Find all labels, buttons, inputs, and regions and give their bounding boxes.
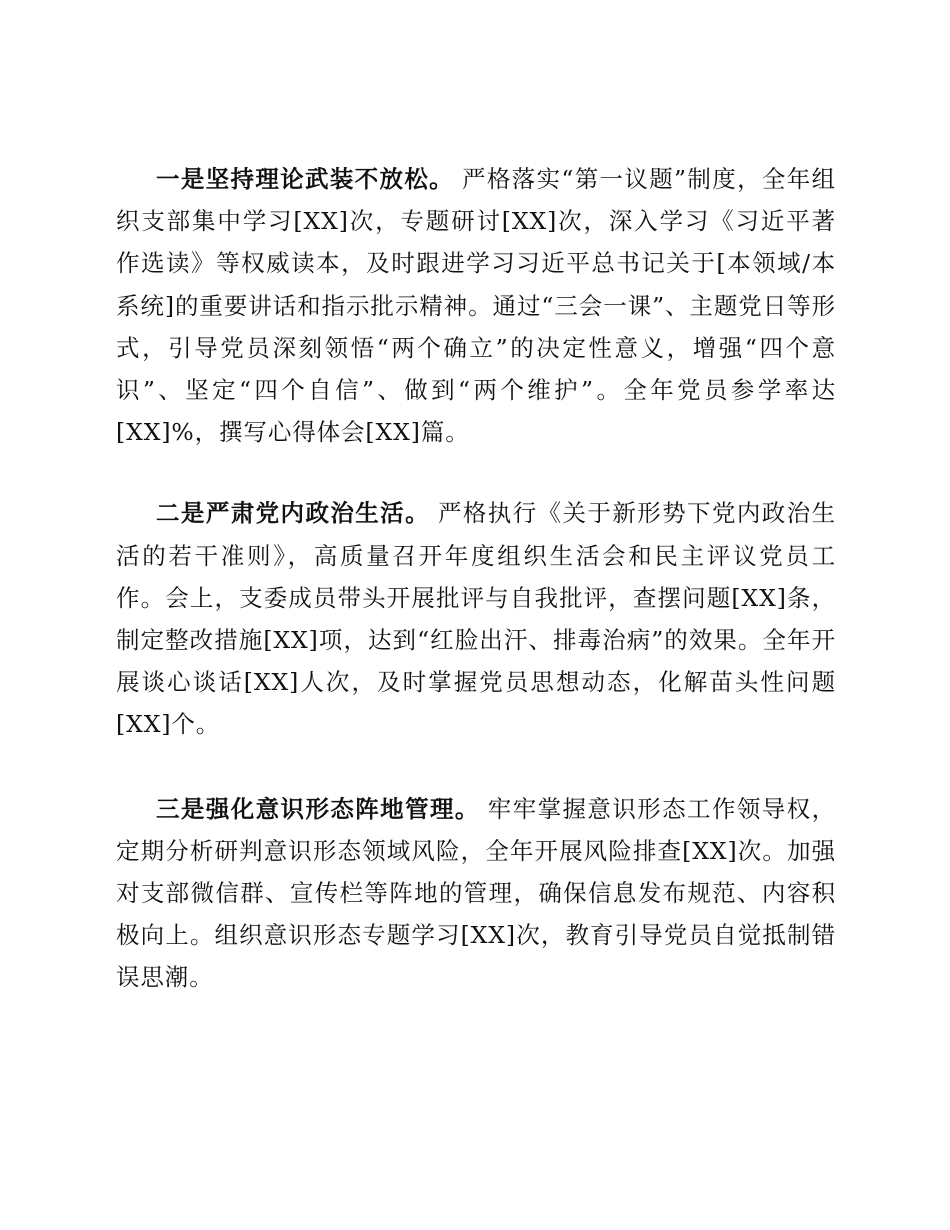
paragraph-heading: 一是坚持理论武装不放松。 bbox=[156, 165, 455, 193]
paragraph-body: 严格执行《关于新形势下党内政治生活的若干准则》，高质量召开年度组织生活会和民主评议党员工作。会上，支委成员带头开展批评与自我批评，查摆问题[XX]条，制定整改措施[XX]项，达到“红脸出汗、排毒治病”的效果。全年开展谈心谈话[XX]人次，及时掌握党员思想动态，化解苗头性问题[XX]个。 bbox=[116, 499, 836, 739]
paragraph-political-life bbox=[116, 492, 836, 745]
document-page bbox=[116, 158, 836, 999]
paragraph-body: 牢牢掌握意识形态工作领导权，定期分析研判意识形态领域风险，全年开展风险排查[XX]次。加强对支部微信群、宣传栏等阵地的管理，确保信息发布规范、内容积极向上。组织意识形态专题学习[XX]次，教育引导党员自觉抵制错误思潮。 bbox=[116, 794, 836, 992]
paragraph-heading: 二是严肃党内政治生活。 bbox=[156, 499, 430, 528]
paragraph-ideology-management bbox=[116, 788, 836, 999]
paragraph-heading: 三是强化意识形态阵地管理。 bbox=[156, 794, 480, 823]
paragraph-body: 严格落实“第一议题”制度，全年组织支部集中学习[XX]次，专题研讨[XX]次，深入学习《习近平著作选读》等权威读本，及时跟进学习习近平总书记关于[本领域/本系统]的重要讲话和指示批示精神。通过“三会一课”、主题党日等形式，引导党员深刻领悟“两个确立”的决定性意义，增强“四个意识”、坚定“四个自信”、做到“两个维护”。全年党员参学率达[XX]%，撰写心得体会[XX]篇。 bbox=[116, 165, 836, 447]
paragraph-theory-study bbox=[116, 158, 836, 453]
